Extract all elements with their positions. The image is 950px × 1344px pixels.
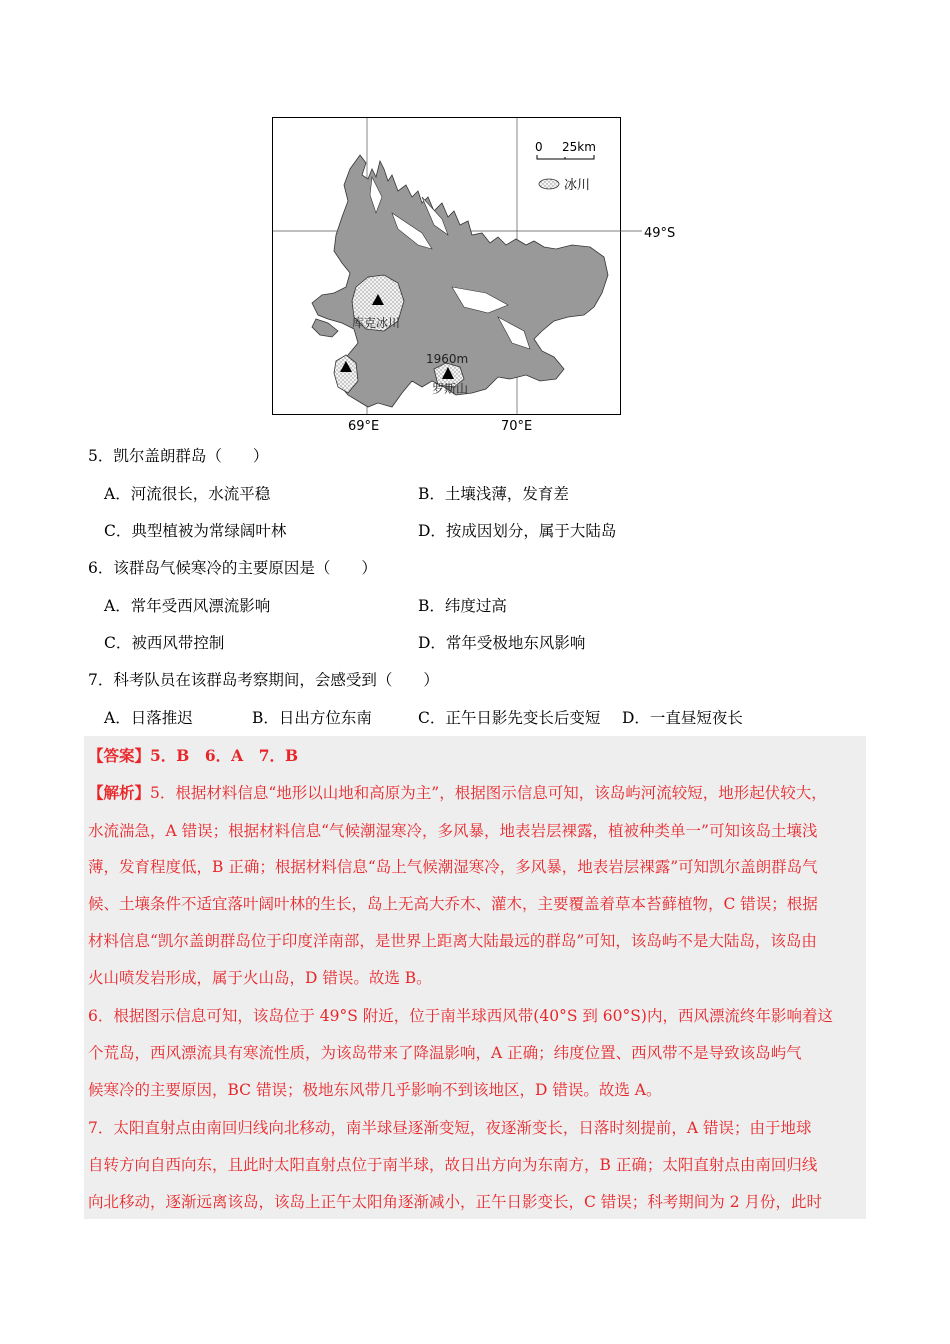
analysis-line-1 <box>88 783 827 803</box>
q5-option-a: A．河流很长，水流平稳 <box>104 485 271 503</box>
legend-glacier-label: 冰川 <box>564 178 591 193</box>
answer-tag: 【答案】 <box>88 746 151 765</box>
q7-option-a: A．日落推迟 <box>104 709 193 727</box>
lat-label: 49°S <box>644 226 676 241</box>
question-5-stem: 5．凯尔盖朗群岛（ ） <box>88 447 269 465</box>
mountain-name-label: 罗斯山 <box>432 382 469 396</box>
answer-text: 5．B 6．A 7．B <box>150 746 299 765</box>
analysis-line-9: 候寒冷的主要原因，BC 错误；极地东风带几乎影响不到该地区，D 错误。故选 A。 <box>88 1081 662 1099</box>
question-6-stem: 6．该群岛气候寒冷的主要原因是（ ） <box>88 559 377 577</box>
q6-option-d: D．常年受极地东风影响 <box>418 634 586 652</box>
q5-option-c: C．典型植被为常绿阔叶林 <box>104 522 287 540</box>
analysis-line-7: 6．根据图示信息可知，该岛位于 49°S 附近，位于南半球西风带(40°S 到 60°S)内，西风漂流终年影响着这 <box>88 1007 833 1025</box>
lon-left-label: 69°E <box>348 419 380 434</box>
elevation-label: 1960m <box>426 352 469 366</box>
q5-option-d: D．按成因划分，属于大陆岛 <box>418 522 617 540</box>
q6-option-b: B．纬度过高 <box>418 597 507 615</box>
glacier-name-label: 库克冰川 <box>352 316 401 330</box>
answer-line <box>88 746 298 766</box>
glacier-legend-icon <box>539 179 559 189</box>
q6-option-c: C．被西风带控制 <box>104 634 225 652</box>
q7-option-d: D．一直昼短夜长 <box>622 709 743 727</box>
analysis-line-5: 材料信息“凯尔盖朗群岛位于印度洋南部，是世界上距离大陆最远的群岛”可知，该岛屿不是大陆岛，该岛由 <box>88 932 817 950</box>
scale-km-label: 25km <box>562 140 596 154</box>
analysis-line-2: 水流湍急，A 错误；根据材料信息“气候潮湿寒冷，多风暴，地表岩层裸露，植被种类单一”可知该岛土壤浅 <box>88 822 818 840</box>
analysis-line-4: 候、土壤条件不适宜落叶阔叶林的生长，岛上无高大乔木、灌木，主要覆盖着草本苔藓植物，C 错误；根据 <box>88 895 818 913</box>
analysis-line-3: 薄，发育程度低，B 正确；根据材料信息“岛上气候潮湿寒冷，多风暴，地表岩层裸露”可知凯尔盖朗群岛气 <box>88 858 818 876</box>
kerguelen-map <box>272 117 692 435</box>
analysis-line-12: 向北移动，逐渐远离该岛，该岛上正午太阳角逐渐减小，正午日影变长，C 错误；科考期间为 2 月份，此时 <box>88 1193 823 1211</box>
q7-option-c: C．正午日影先变长后变短 <box>418 709 601 727</box>
lon-right-label: 70°E <box>501 419 533 434</box>
analysis-text: 5．根据材料信息“地形以山地和高原为主”，根据图示信息可知，该岛屿河流较短，地形起伏较大， <box>150 784 827 802</box>
analysis-line-11: 自转方向自西向东，且此时太阳直射点位于南半球，故日出方向为东南方，B 正确；太阳直射点由南回归线 <box>88 1156 818 1174</box>
scale-zero-label: 0 <box>535 140 543 154</box>
q7-option-b: B．日出方位东南 <box>252 709 372 727</box>
analysis-tag: 【解析】 <box>88 783 151 802</box>
question-7-stem: 7．科考队员在该群岛考察期间，会感受到（ ） <box>88 671 439 689</box>
q5-option-b: B．土壤浅薄，发育差 <box>418 485 569 503</box>
analysis-line-10: 7．太阳直射点由南回归线向北移动，南半球昼逐渐变短，夜逐渐变长，日落时刻提前，A 错误；由于地球 <box>88 1119 812 1137</box>
analysis-line-8: 个荒岛，西风漂流具有寒流性质，为该岛带来了降温影响，A 正确；纬度位置、西风带不是导致该岛屿气 <box>88 1044 802 1062</box>
analysis-line-6: 火山喷发岩形成，属于火山岛，D 错误。故选 B。 <box>88 969 432 987</box>
q6-option-a: A．常年受西风漂流影响 <box>104 597 271 615</box>
